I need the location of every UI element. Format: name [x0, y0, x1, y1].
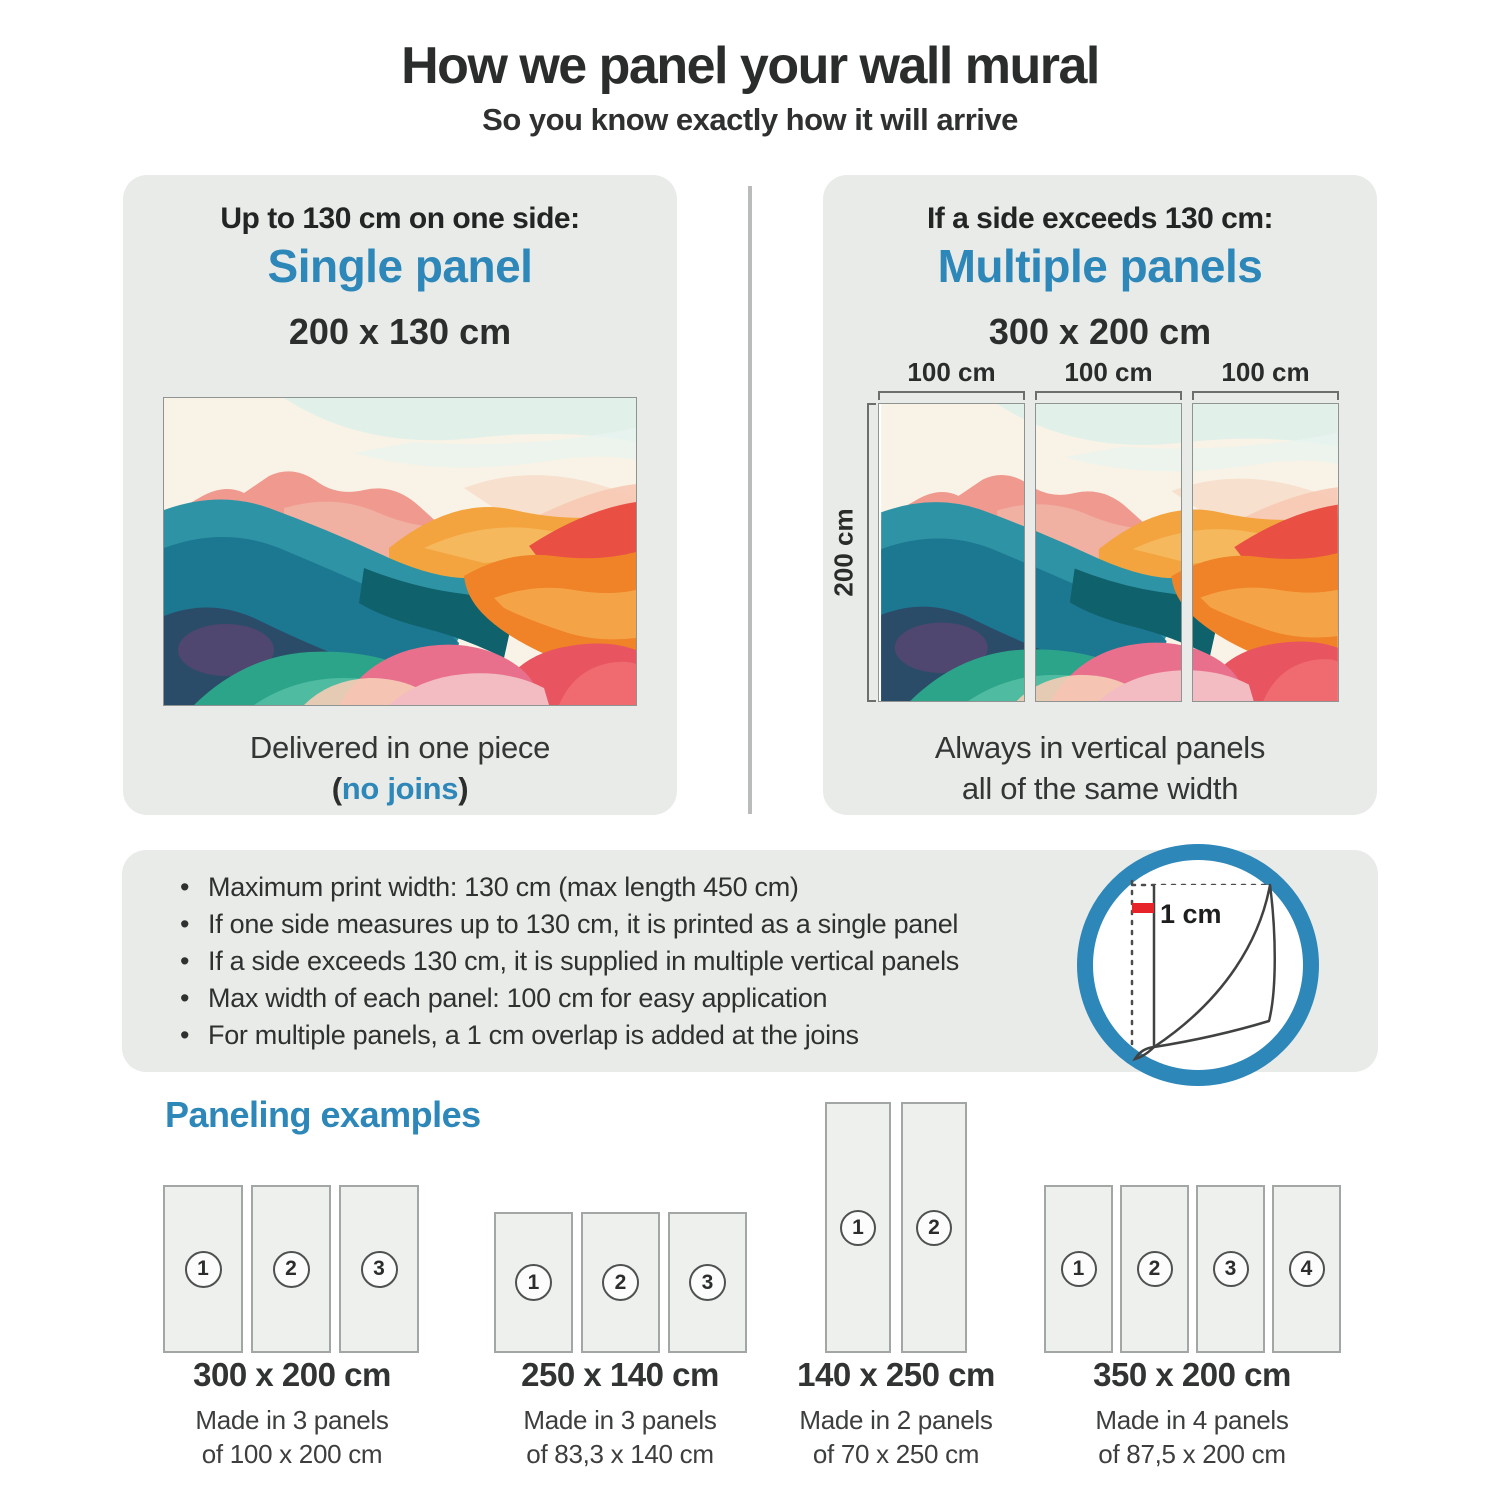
example-panel	[163, 1185, 243, 1353]
example-panel	[251, 1185, 331, 1353]
overlap-detail-icon	[1074, 841, 1322, 1089]
multiple-panels-size: 300 x 200 cm	[988, 311, 1212, 352]
example-1-panels	[163, 1185, 419, 1353]
multi-caption-line2: all of the same width	[961, 771, 1239, 806]
multi-mural-image	[878, 403, 1339, 702]
overlap-red-mark	[1132, 903, 1154, 913]
single-panel-caption	[123, 727, 677, 809]
page-title: How we panel your wall mural	[401, 37, 1099, 95]
info-bullet-2: • If one side measures up to 130 cm, it is printed as a single panel	[178, 906, 959, 943]
example-panel	[1272, 1185, 1341, 1353]
example-panel	[668, 1212, 747, 1353]
width-bracket-1	[878, 391, 1025, 400]
example-panel	[901, 1102, 967, 1353]
example-4-panels	[1044, 1185, 1341, 1353]
example-size: 300 x 200 cm	[193, 1356, 391, 1393]
single-panel-condition: Up to 130 cm on one side:	[220, 202, 580, 235]
width-bracket-3	[1192, 391, 1339, 400]
panel-number-badge: 2	[1137, 1251, 1173, 1287]
single-caption-line1: Delivered in one piece	[249, 730, 551, 765]
width-bracket-2	[1035, 391, 1182, 400]
single-panel-card	[123, 175, 677, 815]
multiple-panels-condition: If a side exceeds 130 cm:	[926, 202, 1274, 235]
example-size: 350 x 200 cm	[1093, 1356, 1291, 1393]
example-panel	[339, 1185, 419, 1353]
panel-number-badge: 3	[1213, 1251, 1249, 1287]
example-panel	[1044, 1185, 1113, 1353]
example-3-caption	[726, 1356, 1066, 1471]
example-panel	[494, 1212, 573, 1353]
example-made-line1: Made in 2 panels	[799, 1405, 993, 1435]
height-bracket	[867, 403, 876, 702]
example-panel	[1196, 1185, 1265, 1353]
example-made-line2: of 83,3 x 140 cm	[526, 1439, 714, 1469]
mural-artwork	[1035, 404, 1182, 701]
example-made-line2: of 87,5 x 200 cm	[1098, 1439, 1286, 1469]
examples-heading: Paneling examples	[165, 1094, 481, 1135]
example-panel	[581, 1212, 660, 1353]
info-bullet-3: • If a side exceeds 130 cm, it is supplied in multiple vertical panels	[178, 943, 959, 980]
info-bullet-5: • For multiple panels, a 1 cm overlap is added at the joins	[178, 1017, 959, 1054]
example-2-panels	[494, 1212, 747, 1353]
mural-artwork	[164, 398, 636, 705]
panel-number-badge: 2	[916, 1210, 952, 1246]
panel-number-badge: 1	[515, 1264, 552, 1301]
single-panel-size: 200 x 130 cm	[288, 311, 512, 352]
example-made-line1: Made in 4 panels	[1095, 1405, 1289, 1435]
panel-number-badge: 1	[840, 1210, 876, 1246]
info-bullet-4: • Max width of each panel: 100 cm for easy application	[178, 980, 959, 1017]
example-made-line2: of 70 x 250 cm	[812, 1439, 980, 1469]
caption-paren-open: (	[331, 771, 342, 806]
caption-no-joins: no joins	[341, 771, 459, 806]
mural-artwork	[1192, 404, 1339, 701]
panel-number-badge: 2	[273, 1251, 310, 1288]
multiple-panels-card	[823, 175, 1377, 815]
mural-panel-1	[878, 403, 1025, 702]
example-panel	[825, 1102, 891, 1353]
multi-caption-line1: Always in vertical panels	[934, 730, 1266, 765]
multiple-panels-title: Multiple panels	[937, 240, 1263, 292]
single-panel-title: Single panel	[267, 240, 533, 292]
panel-number-badge: 3	[361, 1251, 398, 1288]
example-size: 140 x 250 cm	[797, 1356, 995, 1393]
width-label-3: 100 cm	[1221, 357, 1310, 387]
example-made-line1: Made in 3 panels	[195, 1405, 389, 1435]
panel-number-badge: 2	[602, 1264, 639, 1301]
example-size: 250 x 140 cm	[521, 1356, 719, 1393]
example-1-caption	[122, 1356, 462, 1471]
width-label-1: 100 cm	[907, 357, 996, 387]
example-3-panels	[825, 1102, 967, 1353]
height-label: 200 cm	[828, 508, 859, 597]
info-bullet-1: • Maximum print width: 130 cm (max length 450 cm)	[178, 869, 959, 906]
single-mural-image	[163, 397, 637, 706]
overlap-label: 1 cm	[1160, 899, 1222, 929]
panel-number-badge: 3	[689, 1264, 726, 1301]
multiple-panels-caption	[823, 727, 1377, 809]
panel-number-badge: 1	[185, 1251, 222, 1288]
example-4-caption	[1022, 1356, 1362, 1471]
panel-number-badge: 1	[1061, 1251, 1097, 1287]
mural-artwork	[879, 404, 1025, 701]
width-label-2: 100 cm	[1064, 357, 1153, 387]
panel-number-badge: 4	[1289, 1251, 1325, 1287]
info-bullet-list	[178, 869, 959, 1054]
mural-panel-3	[1192, 403, 1339, 702]
example-made-line2: of 100 x 200 cm	[201, 1439, 383, 1469]
cards-divider	[748, 186, 752, 814]
example-made-line1: Made in 3 panels	[523, 1405, 717, 1435]
page-subtitle: So you know exactly how it will arrive	[482, 102, 1018, 137]
caption-paren-close: )	[458, 771, 469, 806]
example-panel	[1120, 1185, 1189, 1353]
mural-panel-2	[1035, 403, 1182, 702]
